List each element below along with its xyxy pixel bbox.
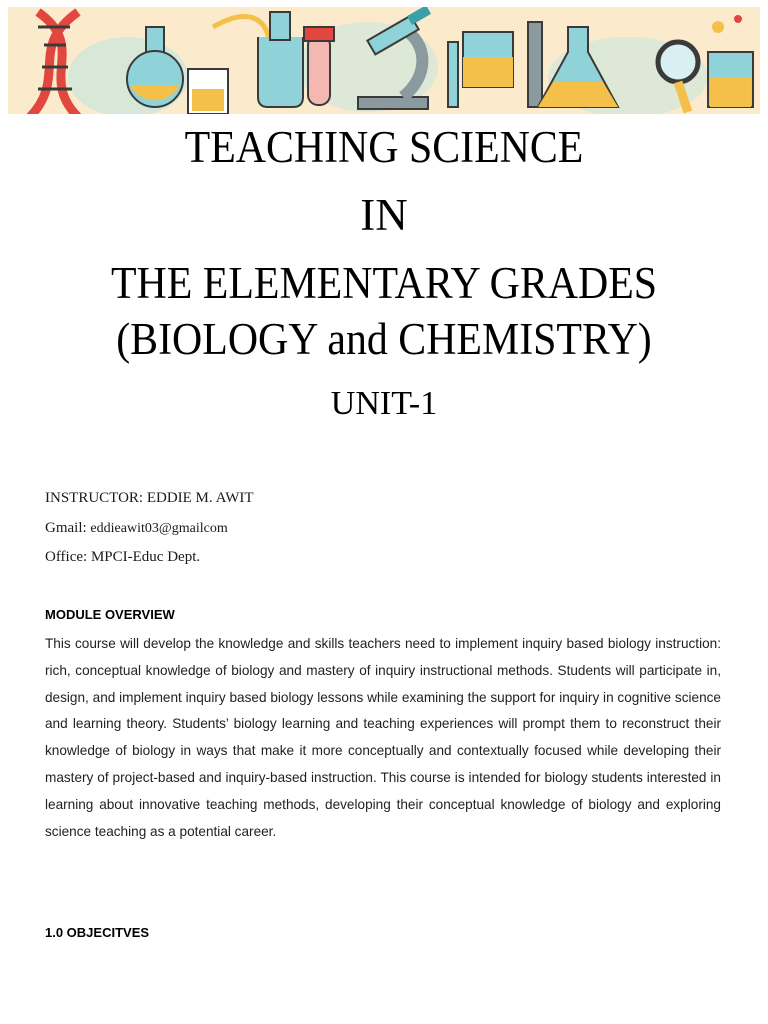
module-overview-text: This course will develop the knowledge and skills teachers need to implement inquiry based biology instruction: rich, conceptual knowledge of biology and mastery of inquiry instructional methods. Students will participate in, design, and implement inquiry based biology lessons while examining the support for inquiry in cognitive science and learning theory. Students’ biology learning and teaching experiences will prompt them to reconstruct their knowledge of biology in ways that make it more conceptually and contextually focused while developing their mastery of project-based and inquiry-based instruction. This course is intended for biology students interested in learning about innovative teaching methods, developing their conceptual knowledge of biology and exploring science teaching as a potential career. bbox=[45, 636, 721, 839]
instructor-line: INSTRUCTOR: EDDIE M. AWIT bbox=[45, 490, 254, 506]
title-line-1: TEACHING SCIENCE bbox=[184, 122, 584, 172]
gmail-label: Gmail: bbox=[45, 520, 91, 536]
title-line-3: THE ELEMENTARY GRADES bbox=[110, 258, 658, 308]
objectives-heading: 1.0 OBJECITVES bbox=[45, 925, 150, 940]
test-tube-icon bbox=[304, 27, 334, 105]
title-line-2: IN bbox=[360, 190, 408, 240]
unit-label: UNIT-1 bbox=[330, 385, 438, 422]
title-line-4: (BIOLOGY and CHEMISTRY) bbox=[116, 314, 652, 364]
gmail-value: eddieawit03@gmailcom bbox=[90, 521, 228, 536]
banner-illustration bbox=[8, 7, 760, 114]
office-line: Office: MPCI-Educ Dept. bbox=[45, 549, 201, 565]
module-overview-heading: MODULE OVERVIEW bbox=[45, 607, 175, 622]
gmail-line bbox=[45, 520, 228, 537]
science-banner bbox=[8, 7, 760, 114]
